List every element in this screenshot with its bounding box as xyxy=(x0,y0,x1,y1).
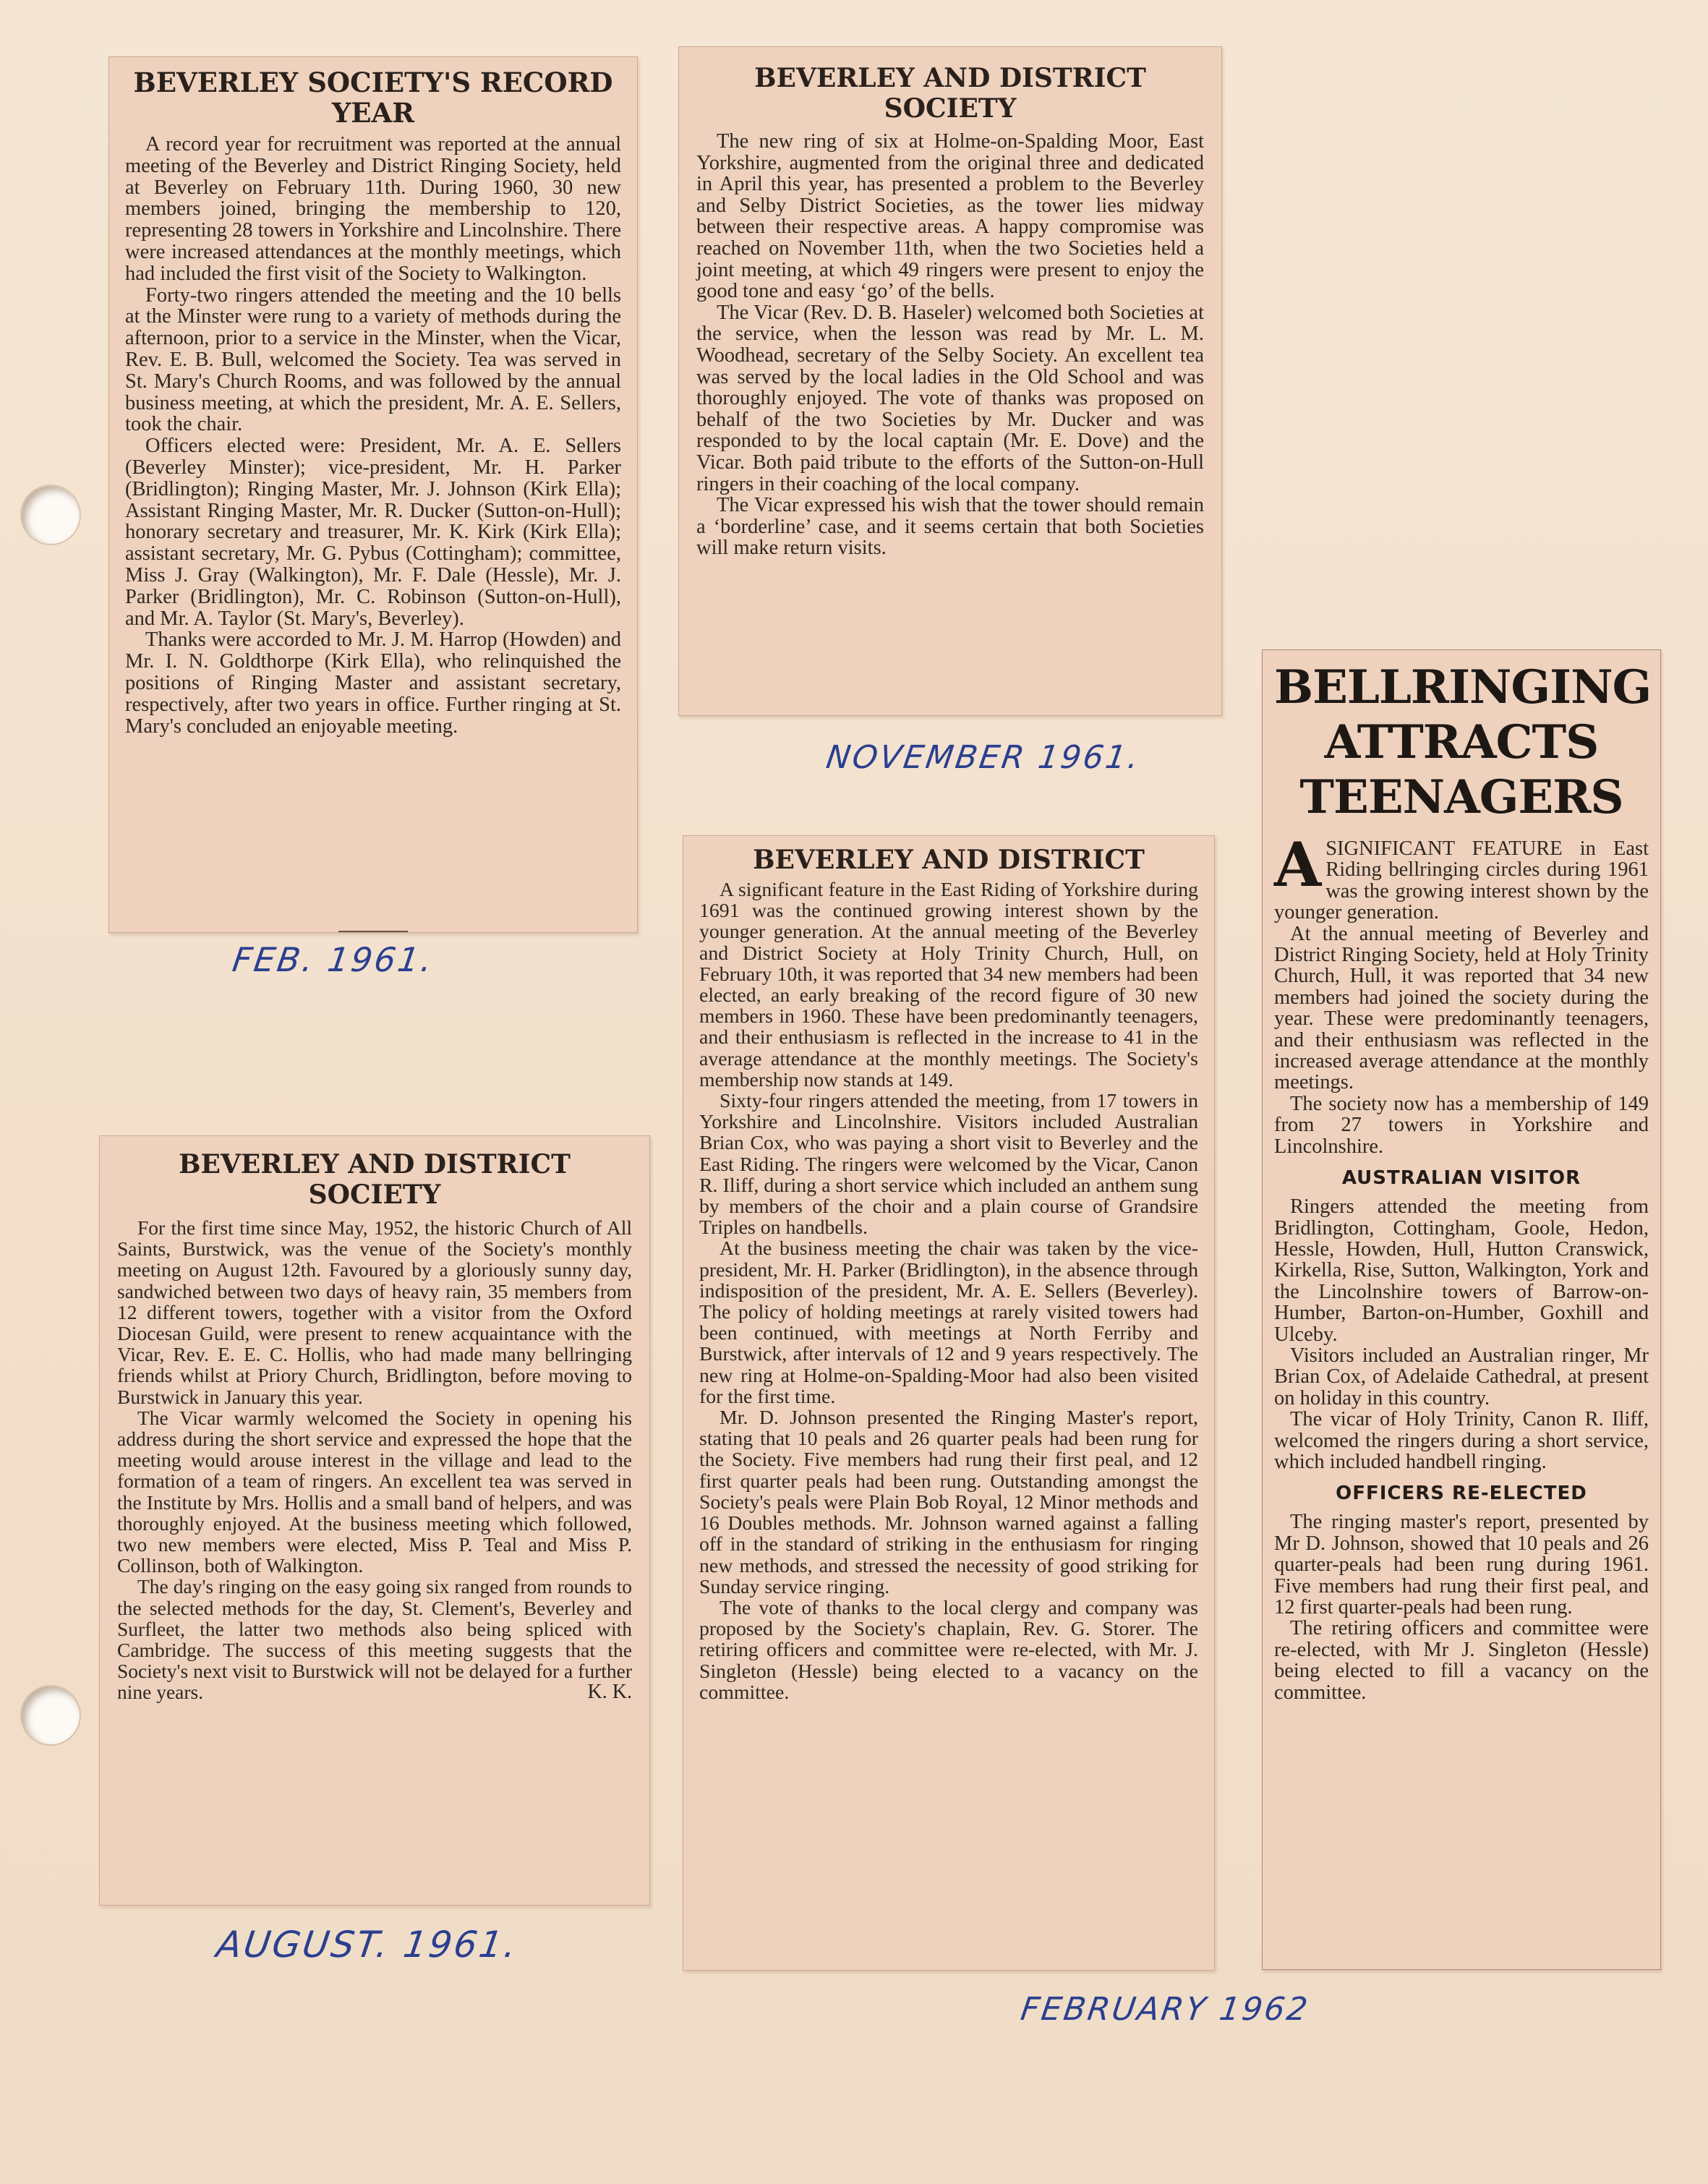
clipping-lead-paragraph xyxy=(1274,829,1649,924)
clipping-paragraph: Sixty-four ringers attended the meeting, from 17 towers in Yorkshire and Lincolnshire. Visitors included Australian Brian Cox, who was paying a short visit to Beverley and the East Riding. The ringers were welcomed by the Vicar, Canon R. Iliff, during a short service which included an anthem sung by members of the choir and a plain course of Grandsire Triples on handbells. xyxy=(699,1090,1198,1240)
clipping-paragraph: For the first time since May, 1952, the historic Church of All Saints, Burstwick, was the venue of the Society's monthly meeting on August 12th. Favoured by a gloriously sunny day, sandwiched between two days of heavy rain, 35 members from 12 different towers, together with a visitor from the Oxford Diocesan Guild, were present to renew acquaintance with the Vicar, Rev. E. E. C. Hollis, who had made many bellringing friends whilst at Priory Church, Bridlington, before moving to Burstwick in January this year. xyxy=(117,1216,632,1408)
lead-text: SIGNIFICANT FEATURE in East Riding bellringing circles during 1961 was the growing interest shown by the younger generation. xyxy=(1274,837,1649,924)
clipping-paragraph: The day's ringing on the easy going six ranged from rounds to the selected methods for the day, St. Clement's, Beverley and Surfleet, the latter two methods also being spliced with Cambridge. The success of this meeting suggests that the Society's next visit to Burstwick will not be delayed for a further nine years. xyxy=(117,1575,632,1704)
clipping-bellringing-attracts-teenagers xyxy=(1262,649,1661,1970)
clipping-paragraph: Visitors included an Australian ringer, Mr Brian Cox, of Adelaide Cathedral, at present on holiday in this country. xyxy=(1274,1344,1649,1409)
clipping-headline: BEVERLEY SOCIETY'S RECORD YEAR xyxy=(133,67,613,129)
clipping-paragraph: Thanks were accorded to Mr. J. M. Harrop (Howden) and Mr. I. N. Goldthorpe (Kirk Ella), who relinquished the positions of Ringing Master and assistant secretary, respectively, after two years in office. Further ringing at St. Mary's concluded an enjoyable meeting. xyxy=(125,628,621,738)
clipping-paragraph: Officers elected were: President, Mr. A. E. Sellers (Beverley Minster); vice-president, Mr. H. Parker (Bridlington); Ringing Master, Mr. J. Johnson (Kirk Ella); Assistant Ringing Master, Mr. R. Ducker (Sutton-on-Hull); honorary secretary and treasurer, Mr. K. Kirk (Kirk Ella); assistant secretary, Mr. G. Pybus (Cottingham); committee, Miss J. Gray (Walkington), Mr. F. Dale (Hessle), Mr. J. Parker (Bridlington), Mr. C. Robinson (Sutton-on-Hull), and Mr. A. Taylor (St. Mary's, Beverley). xyxy=(125,435,621,630)
clipping-holme-on-spalding-moor xyxy=(678,46,1222,716)
clipping-paragraph: The Vicar (Rev. D. B. Haseler) welcomed both Societies at the service, when the lesson was read by Mr. L. M. Woodhead, secretary of the Selby Society. An excellent tea was served by the local ladies in the Old School and was thoroughly enjoyed. The vote of thanks was proposed on behalf of the two Societies by Mr. Ducker and was responded to by the local captain (Mr. E. Dove) and the Vicar. Both paid tribute to the efforts of the Sutton-on-Hull ringers in their coaching of the local company. xyxy=(696,301,1204,495)
clipping-record-year xyxy=(108,56,638,933)
handwritten-date-note: FEBRUARY 1962 xyxy=(1018,1991,1312,2028)
clipping-paragraph: The Vicar expressed his wish that the tower should remain a ‘borderline’ case, and it seems certain that both Societies will make return visits. xyxy=(696,494,1204,560)
clipping-paragraph: The vicar of Holy Trinity, Canon R. Iliff, welcomed the ringers during a short service, which included handbell ringing. xyxy=(1274,1408,1649,1473)
show-through-ghost-text xyxy=(1374,43,1692,477)
clipping-paragraph: The retiring officers and committee were re-elected, with Mr J. Singleton (Hessle) being elected to fill a vacancy on the committee. xyxy=(1274,1617,1649,1704)
clipping-paragraph: The society now has a membership of 149 from 27 towers in Yorkshire and Lincolnshire. xyxy=(1274,1092,1649,1158)
clipping-paragraph: The new ring of six at Holme-on-Spalding Moor, East Yorkshire, augmented from the original three and dedicated in April this year, has presented a problem to the Beverley and Selby District Societies, as the tower lies midway between their respective areas. A happy compromise was reached on November 11th, when the two Societies held a joint meeting, at which 49 ringers were present to enjoy the good tone and easy ‘go’ of the bells. xyxy=(696,130,1204,303)
drop-cap: A xyxy=(1274,829,1322,900)
clipping-paragraph: The vote of thanks to the local clergy and company was proposed by the Society's chaplain, Rev. G. Storer. The retiring officers and committee were re-elected, with Mr. J. Singleton (Hessle) being elected to a vacancy on the committee. xyxy=(699,1596,1198,1704)
punch-hole xyxy=(22,1686,80,1744)
clipping-paragraph: Ringers attended the meeting from Bridlington, Cottingham, Goole, Hedon, Hessle, Howden, Hull, Hutton Cranswick, Kirkella, Rise, Sutton, Walkington, York and the Lincolnshire towers of Barrow-on-Humber, Barton-on-Humber, Goxhill and Ulceby. xyxy=(1274,1195,1649,1346)
handwritten-date-note: NOVEMBER 1961. xyxy=(824,739,1143,776)
clipping-headline: BEVERLEY AND DISTRICT SOCIETY xyxy=(179,1149,571,1210)
clipping-subheading: AUSTRALIAN VISITOR xyxy=(1341,1167,1581,1190)
clipping-paragraph: At the annual meeting of Beverley and District Ringing Society, held at Holy Trinity Church, Hull, it was reported that 34 new members had joined the society during the year. These were predominantly teenagers, and their enthusiasm was reflected in the increased average attendance at the monthly meetings. xyxy=(1274,922,1649,1094)
handwritten-date-note: AUGUST. 1961. xyxy=(213,1924,521,1966)
clipping-headline: BEVERLEY AND DISTRICT xyxy=(753,845,1145,875)
author-initials: K. K. xyxy=(587,1680,632,1703)
clipping-burstwick-meeting xyxy=(99,1135,650,1906)
clipping-paragraph: Mr. D. Johnson presented the Ringing Master's report, stating that 10 peals and 26 quarter peals had been rung for the Society. Five members had rung their first peal, and 12 first quarter peals had been rung. Outstanding amongst the Society's peals were Plain Bob Royal, 12 Minor methods and 16 Doubles methods. Mr. Johnson warned against a falling off in the standard of striking in the enthusiasm for ringing new methods, and stressed the necessity of good striking for Sunday service ringing. xyxy=(699,1407,1198,1598)
clipping-end-rule xyxy=(338,931,408,932)
clipping-paragraph: A significant feature in the East Riding of Yorkshire during 1691 was the continued growing interest shown by the younger generation. At the annual meeting of the Beverley and District Society at Holy Trinity Church, Hull, on February 10th, it was reported that 34 new members had been elected, an early breaking of the record figure of 30 new members in 1960. These have been predominantly teenagers, and their enthusiasm is reflected in the increase to 41 in the average attendance at the monthly meetings. The Society's membership now stands at 149. xyxy=(699,879,1198,1091)
handwritten-date-note: FEB. 1961. xyxy=(230,940,437,979)
punch-hole xyxy=(22,486,80,544)
clipping-annual-meeting-holy-trinity xyxy=(683,835,1215,1971)
clipping-paragraph: At the business meeting the chair was taken by the vice-president, Mr. H. Parker (Bridlington), in the absence through indisposition of the president, Mr. A. E. Sellers (Beverley). The policy of holding meetings at rarely visited towers had been continued, with meetings at North Ferriby and Burstwick, after intervals of 12 and 9 years respectively. The new ring at Holme-on-Spalding-Moor had also been visited for the first time. xyxy=(699,1237,1198,1408)
clipping-paragraph: The Vicar warmly welcomed the Society in opening his address during the short service and expressed the hope that the meeting would arouse interest in the village and lead to the formation of a team of ringers. An excellent tea was served in the Institute by Mrs. Hollis and a small band of helpers, and was thoroughly enjoyed. At the business meeting which followed, two new members were elected, Miss P. Teal and Miss P. Collinson, both of Walkington. xyxy=(117,1406,632,1577)
clipping-paragraph: Forty-two ringers attended the meeting and the 10 bells at the Minster were rung to a variety of methods during the afternoon, prior to a service in the Minster, when the Vicar, Rev. E. B. Bull, welcomed the Society. Tea was served in St. Mary's Church Rooms, and was followed by the annual business meeting, at which the president, Mr. A. E. Sellers, took the chair. xyxy=(125,283,621,436)
clipping-paragraph: The ringing master's report, presented by Mr D. Johnson, showed that 10 peals and 26 quarter-peals had been rung during 1961. Five members had rung their first peal, and 12 first quarter-peals had been rung. xyxy=(1274,1511,1649,1618)
clipping-subheading: OFFICERS RE-ELECTED xyxy=(1336,1483,1587,1505)
clipping-headline: BEVERLEY AND DISTRICT SOCIETY xyxy=(754,63,1146,124)
clipping-headline: BELLRINGING ATTRACTS TEENAGERS xyxy=(1274,660,1652,824)
clipping-paragraph: A record year for recruitment was reported at the annual meeting of the Beverley and District Ringing Society, held at Beverley on February 11th. During 1960, 30 new members joined, bringing the membership to 120, representing 28 towers in Yorkshire and Lincolnshire. There were increased attendances at the monthly meetings, which had included the first visit of the Society to Walkington. xyxy=(125,133,621,285)
